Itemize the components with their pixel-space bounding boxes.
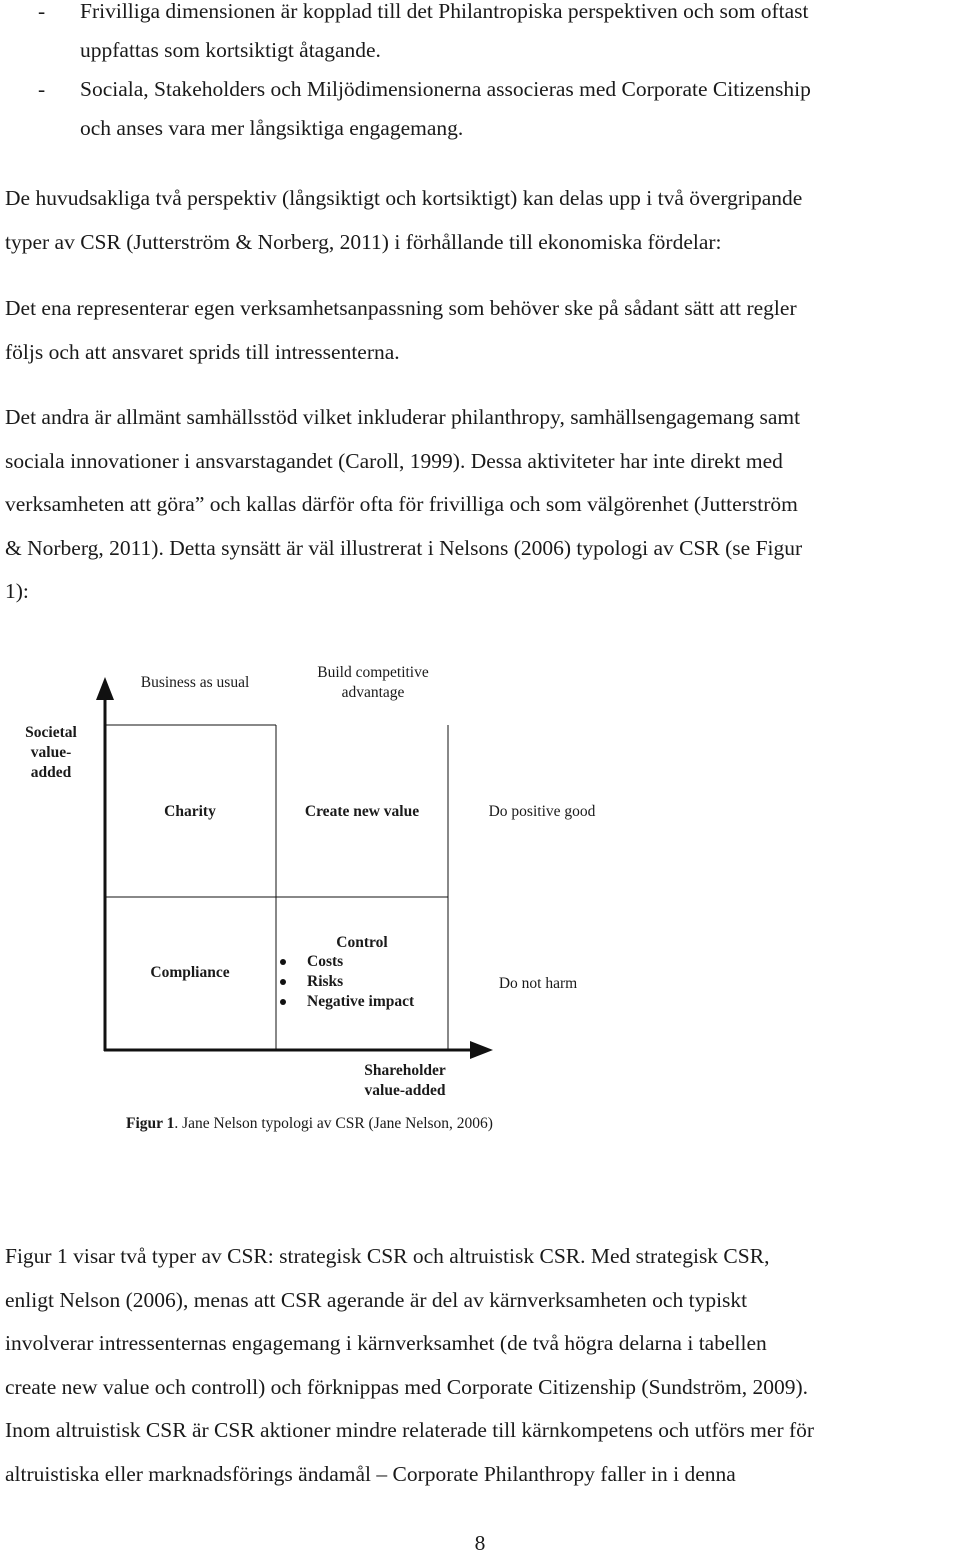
paragraph-line: altruistiska eller marknadsförings ändamål – Corporate Philanthropy faller in i denna (5, 1461, 736, 1486)
paragraph-line: create new value och controll) och förknippas med Corporate Citizenship (Sundström, 2009). (5, 1374, 809, 1399)
list-marker: - (38, 0, 46, 23)
quadrant-label-compliance: Compliance (150, 964, 230, 981)
caption-text: . Jane Nelson typologi av CSR (Jane Nelson, 2006) (174, 1115, 493, 1132)
list-item: Costs (280, 952, 414, 972)
paragraph (5, 1235, 955, 1496)
list-item: Risks (280, 972, 414, 992)
paragraph-line: enligt Nelson (2006), menas att CSR agerande är del av kärnverksamheten och typiskt (5, 1287, 748, 1312)
label-do-positive-good: Do positive good (488, 803, 596, 820)
paragraph-line: Det ena representerar egen verksamhetsanpassning som behöver ske på sådant sätt att regler (5, 296, 797, 320)
paragraph-line: 1): (5, 579, 29, 603)
page-number: 8 (474, 1531, 486, 1555)
x-axis-label: Shareholder value-added (364, 1062, 446, 1099)
list-item-line: uppfattas som kortsiktigt åtagande. (80, 38, 381, 62)
paragraph-line: verksamheten att göra” och kallas därför ofta för frivilliga och som välgörenhet (Jutterström (5, 492, 798, 516)
list-item-line: Frivilliga dimensionen är kopplad till det Philantropiska perspektiven och som oftast (80, 0, 809, 23)
paragraph-line: sociala innovationer i ansvarstagandet (Caroll, 1999). Dessa aktiviteter har inte direkt med (5, 448, 783, 473)
label-do-not-harm: Do not harm (498, 975, 578, 992)
paragraph-line: Det andra är allmänt samhällsstöd vilket inkluderar philanthropy, samhällsengagemang samt (5, 405, 801, 429)
list-item-line: och anses vara mer långsiktiga engagemang. (80, 116, 464, 140)
paragraph-line: Figur 1 visar två typer av CSR: strategisk CSR och altruistisk CSR. Med strategisk CSR, (5, 1244, 770, 1268)
y-axis-arrowhead (96, 677, 114, 700)
quadrant-label-control: Control (336, 934, 388, 951)
bullet-icon (280, 959, 286, 965)
paragraph-line: följs och att ansvaret sprids till intressenterna. (5, 339, 400, 364)
quadrant-label-charity: Charity (164, 803, 216, 820)
bullet-icon (280, 999, 286, 1005)
paragraph-line: & Norberg, 2011). Detta synsätt är väl illustrerat i Nelsons (2006) typologi av CSR (se Figur (5, 535, 803, 560)
paragraph-line: De huvudsakliga två perspektiv (långsiktigt och kortsiktigt) kan delas upp i två övergripande (5, 186, 803, 210)
bullet-icon (280, 979, 286, 985)
paragraph-line: typer av CSR (Jutterström & Norberg, 2011) i förhållande till ekonomiska fördelar: (5, 229, 722, 254)
figure-caption (126, 1114, 493, 1134)
y-axis-label: Societal value- added (25, 724, 77, 781)
quadrant-label-create-new-value: Create new value (304, 803, 420, 820)
caption-label: Figur 1 (126, 1115, 175, 1132)
control-list (280, 952, 414, 1012)
quadrant-label-business-as-usual: Business as usual (140, 674, 250, 691)
paragraph-line: Inom altruistisk CSR är CSR aktioner mindre relaterade till kärnkompetens och utförs mer för (5, 1418, 815, 1442)
list-marker: - (38, 77, 46, 101)
list-item: Negative impact (280, 992, 414, 1012)
quadrant-label-build-competitive-advantage: Build competitive advantage (317, 664, 429, 701)
x-axis-arrowhead (470, 1041, 493, 1059)
paragraph-line: involverar intressenternas engagemang i kärnverksamhet (de två högra delarna i tabellen (5, 1331, 767, 1355)
list-item-line: Sociala, Stakeholders och Miljödimensionerna associeras med Corporate Citizenship (80, 77, 811, 101)
